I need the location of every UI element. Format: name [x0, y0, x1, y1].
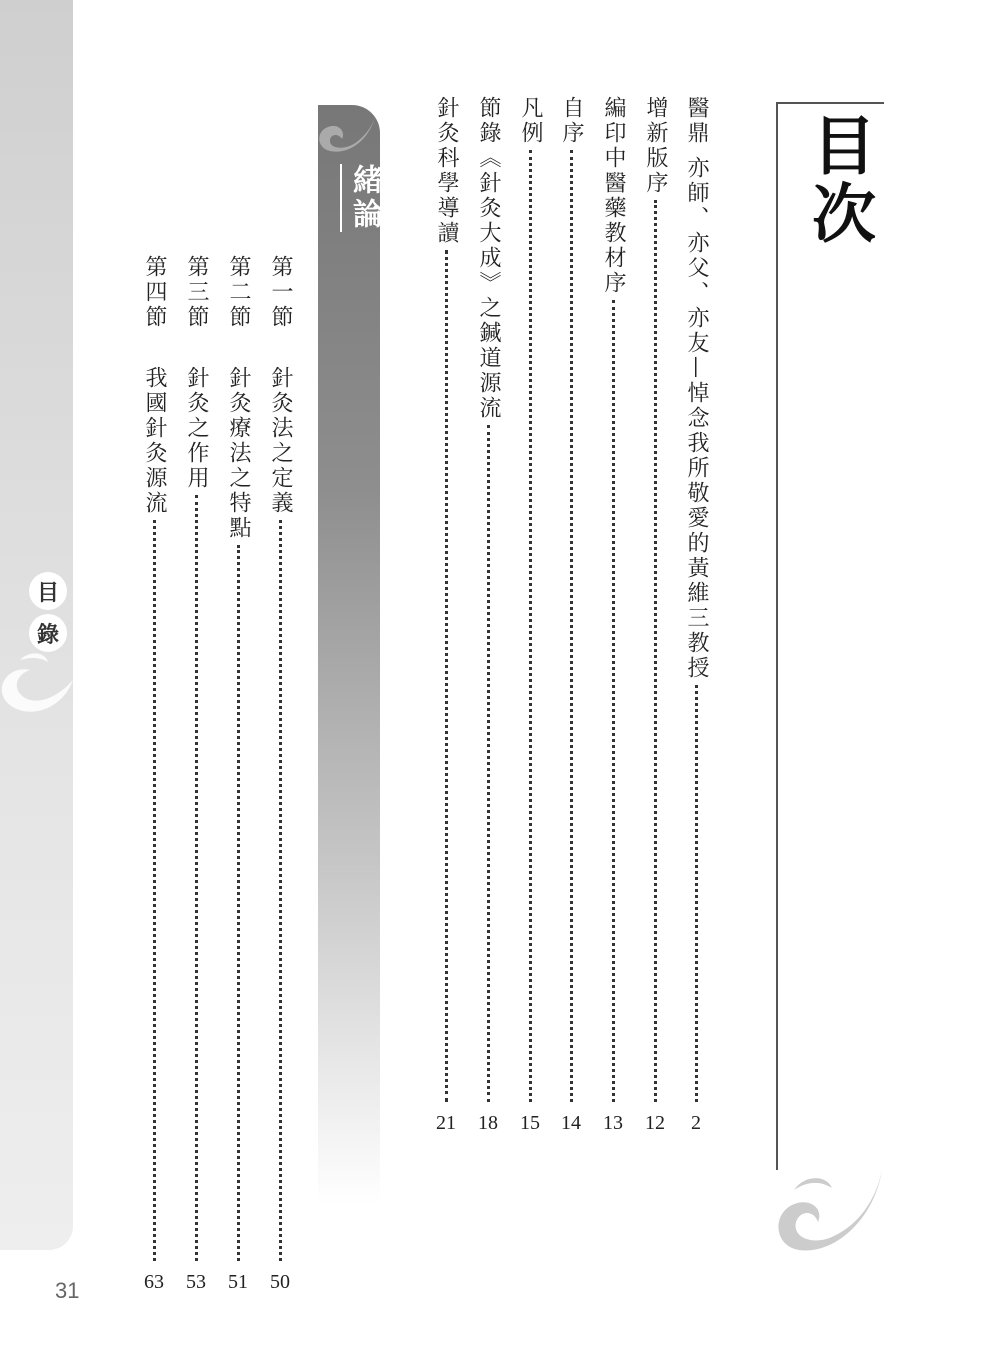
page-title: 目次	[801, 112, 875, 248]
section-number: 第四節	[142, 255, 167, 330]
section-label: 針灸療法之特點	[226, 366, 251, 541]
dot-leader	[487, 425, 490, 1102]
section-number: 第一節	[268, 255, 293, 330]
toc-section-2[interactable]	[223, 255, 253, 1295]
section-page: 51	[228, 1271, 248, 1293]
section-label: 針灸之作用	[184, 366, 209, 491]
swirl-icon	[316, 105, 380, 155]
toc-entry-label: 自序	[559, 96, 584, 146]
toc-entry-page: 12	[645, 1112, 665, 1134]
section-page: 63	[144, 1271, 164, 1293]
dot-leader	[237, 545, 240, 1261]
dot-leader	[695, 685, 698, 1102]
section-number: 第二節	[226, 255, 251, 330]
swirl-icon	[0, 640, 73, 720]
page-number: 31	[55, 1278, 80, 1303]
swirl-icon	[774, 1160, 886, 1260]
toc-entry-textbook-preface[interactable]	[598, 96, 628, 1136]
toc-entry-reading-guide[interactable]	[431, 96, 461, 1136]
toc-entry-label: 節錄《針灸大成》之鍼道源流	[476, 96, 501, 421]
section-page: 53	[186, 1271, 206, 1293]
toc-entry-new-edition-preface[interactable]	[640, 96, 670, 1136]
toc-entry-page: 21	[436, 1112, 456, 1134]
toc-entry-page: 2	[691, 1112, 701, 1134]
section-label: 我國針灸源流	[142, 366, 167, 516]
toc-entry-label: 編印中醫藥教材序	[601, 96, 626, 296]
dot-leader	[654, 200, 657, 1102]
toc-entry-preface-memorial[interactable]	[681, 96, 711, 1136]
toc-entry-page: 14	[561, 1112, 581, 1134]
chapter-band	[318, 105, 380, 1205]
toc-entry-page: 18	[478, 1112, 498, 1134]
sidebar-label-mu: 目	[29, 572, 67, 610]
dot-leader	[279, 520, 282, 1261]
dot-leader	[153, 520, 156, 1261]
toc-entry-page: 13	[603, 1112, 623, 1134]
toc-entry-label: 針灸科學導讀	[434, 96, 459, 246]
section-label: 針灸法之定義	[268, 366, 293, 516]
section-page: 50	[270, 1271, 290, 1293]
toc-entry-author-preface[interactable]	[556, 96, 586, 1136]
toc-section-1[interactable]	[265, 255, 295, 1295]
sidebar-label-lu: 錄	[29, 614, 67, 652]
toc-entry-label: 增新版序	[643, 96, 668, 196]
toc-section-3[interactable]	[181, 255, 211, 1295]
section-number: 第三節	[184, 255, 209, 330]
toc-entry-label: 醫鼎 亦師、亦父、亦友—悼念我所敬愛的黃維三教授	[684, 96, 709, 681]
toc-entry-page: 15	[520, 1112, 540, 1134]
dot-leader	[195, 495, 198, 1261]
dot-leader	[529, 150, 532, 1102]
dot-leader	[612, 300, 615, 1102]
toc-entry-excerpt[interactable]	[473, 96, 503, 1136]
toc-entry-label: 凡例	[518, 96, 543, 146]
dot-leader	[445, 250, 448, 1102]
dot-leader	[570, 150, 573, 1102]
toc-entry-guidelines[interactable]	[515, 96, 545, 1136]
title-frame	[776, 102, 884, 1170]
toc-section-4[interactable]	[139, 255, 169, 1295]
chapter-title[interactable]: 緒論	[340, 164, 382, 232]
